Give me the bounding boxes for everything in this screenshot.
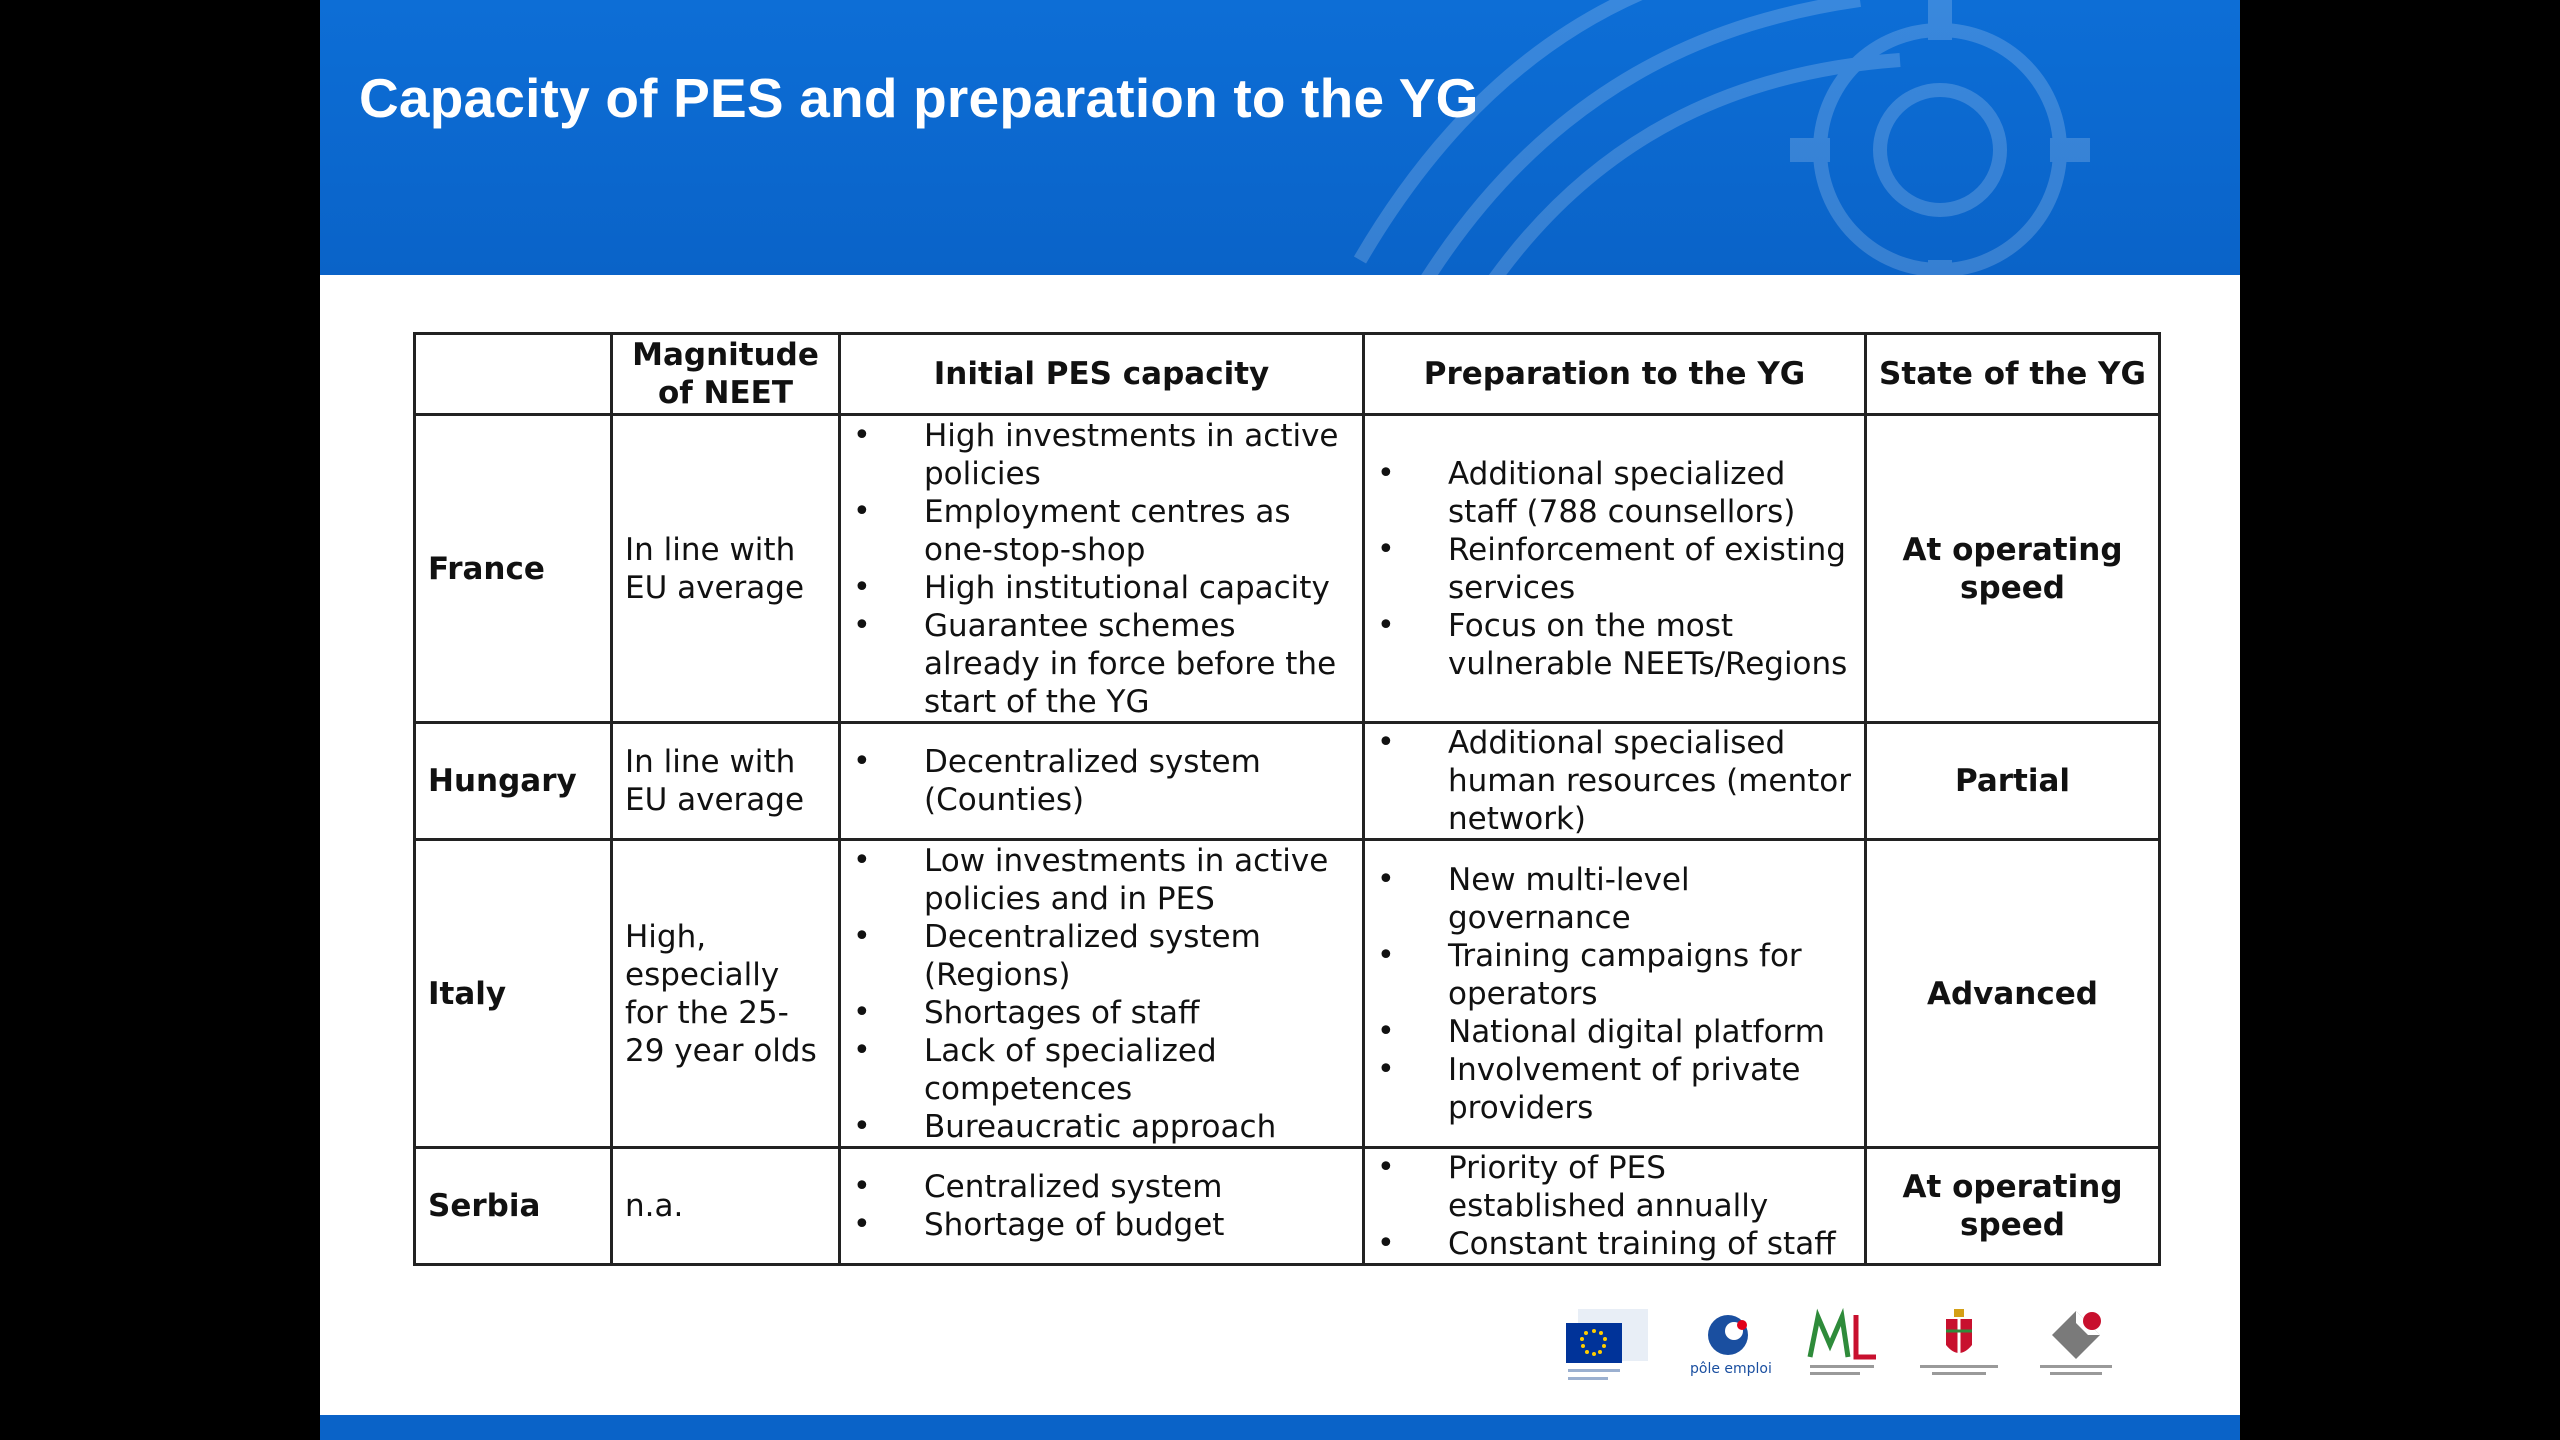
table-row: [415, 840, 2160, 1148]
state-cell: At operating speed: [1866, 415, 2160, 723]
header-magnitude: Magnitude of NEET: [612, 334, 840, 415]
country-cell: Serbia: [415, 1148, 612, 1265]
capacity-cell: [840, 840, 1364, 1148]
header-decoration-graphic: [1300, 0, 2200, 275]
header-preparation: Preparation to the YG: [1364, 334, 1866, 415]
magnitude-cell: High, especially for the 25-29 year olds: [612, 840, 840, 1148]
ministry-coat-of-arms-logo: [1910, 1305, 2008, 1390]
list-item: • Shortages of staff: [853, 994, 1350, 1032]
list-item: • Shortage of budget: [853, 1206, 1350, 1244]
list-item: • Employment centres as one-stop-shop: [853, 493, 1350, 569]
slide: [320, 0, 2240, 1440]
list-item: • Additional specialized staff (788 counsellors): [1377, 455, 1852, 531]
list-item: • Involvement of private providers: [1377, 1051, 1852, 1127]
national-institute-logo: [2032, 1305, 2120, 1390]
list-item: • Decentralized system (Counties): [853, 743, 1350, 819]
list-item: • Low investments in active policies and in PES: [853, 842, 1350, 918]
table-header-row: [415, 334, 2160, 415]
slide-header: [320, 0, 2240, 275]
magnitude-cell: In line with EU average: [612, 723, 840, 840]
list-item: • New multi-level governance: [1377, 861, 1852, 937]
list-item: • Training campaigns for operators: [1377, 937, 1852, 1013]
state-cell: Partial: [1866, 723, 2160, 840]
table-row: [415, 1148, 2160, 1265]
pole-emploi-logo: [1682, 1305, 1774, 1390]
partner-logos: [1560, 1305, 2120, 1390]
list-item: • Additional specialised human resources (mentor network): [1377, 724, 1852, 838]
header-capacity: Initial PES capacity: [840, 334, 1364, 415]
header-state: State of the YG: [1866, 334, 2160, 415]
list-item: • Decentralized system (Regions): [853, 918, 1350, 994]
list-item: • Constant training of staff: [1377, 1225, 1852, 1263]
slide-title: Capacity of PES and preparation to the YG: [359, 67, 1479, 129]
ml-logo: [1804, 1305, 1880, 1390]
eu-flag-logo: [1560, 1305, 1655, 1390]
list-item: • High institutional capacity: [853, 569, 1350, 607]
list-item: • Lack of specialized competences: [853, 1032, 1350, 1108]
country-cell: Italy: [415, 840, 612, 1148]
preparation-cell: [1364, 723, 1866, 840]
capacity-cell: [840, 723, 1364, 840]
list-item: • Priority of PES established annually: [1377, 1149, 1852, 1225]
country-cell: Hungary: [415, 723, 612, 840]
preparation-cell: [1364, 840, 1866, 1148]
list-item: • Reinforcement of existing services: [1377, 531, 1852, 607]
table-row: [415, 415, 2160, 723]
list-item: • Bureaucratic approach: [853, 1108, 1350, 1146]
list-item: • Centralized system: [853, 1168, 1350, 1206]
state-cell: At operating speed: [1866, 1148, 2160, 1265]
magnitude-cell: In line with EU average: [612, 415, 840, 723]
list-item: • High investments in active policies: [853, 417, 1350, 493]
list-item: • Guarantee schemes already in force before the start of the YG: [853, 607, 1350, 721]
capacity-cell: [840, 1148, 1364, 1265]
state-cell: Advanced: [1866, 840, 2160, 1148]
capacity-table: [413, 332, 2161, 1266]
pole-emploi-wordmark: pôle emploi: [1690, 1361, 1772, 1377]
capacity-cell: [840, 415, 1364, 723]
magnitude-cell: n.a.: [612, 1148, 840, 1265]
table-row: [415, 723, 2160, 840]
country-cell: France: [415, 415, 612, 723]
list-item: • National digital platform: [1377, 1013, 1852, 1051]
header-country: [415, 334, 612, 415]
footer-bar: [320, 1415, 2240, 1440]
preparation-cell: [1364, 1148, 1866, 1265]
list-item: • Focus on the most vulnerable NEETs/Regions: [1377, 607, 1852, 683]
preparation-cell: [1364, 415, 1866, 723]
